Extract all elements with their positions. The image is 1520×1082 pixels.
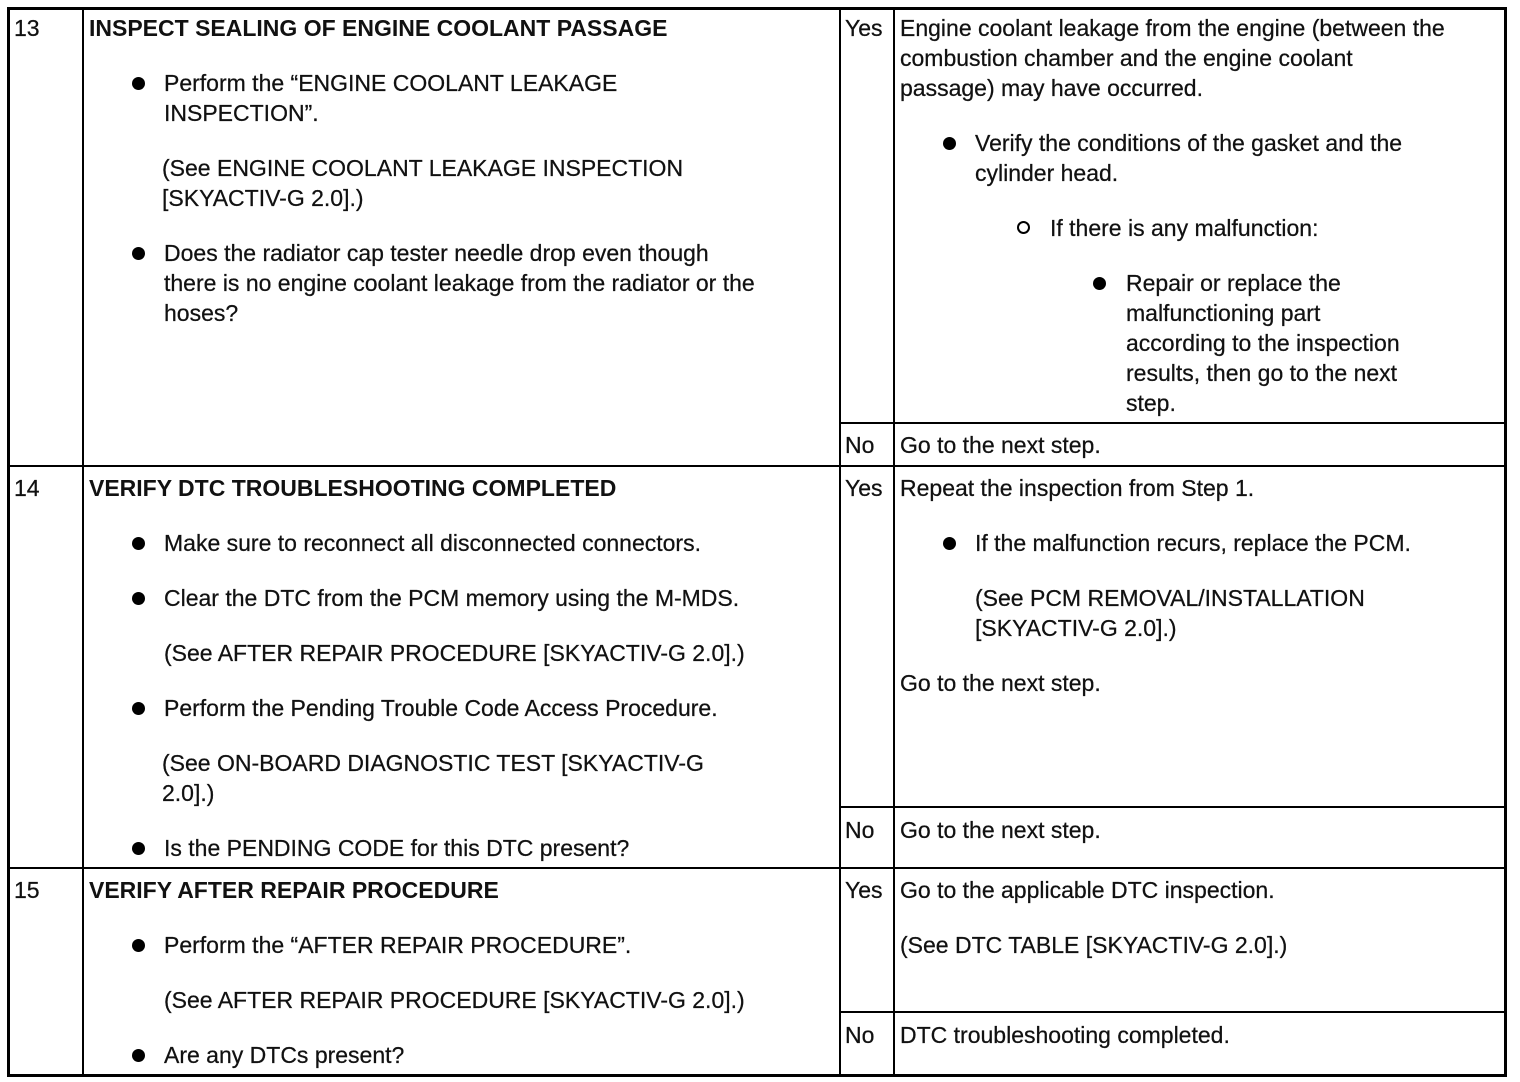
action-text: Make sure to reconnect all disconnected connectors.	[164, 530, 701, 556]
bullet-icon	[132, 1049, 145, 1062]
action-text: Are any DTCs present?	[164, 1042, 405, 1068]
yes-action-text: Repair or replace the malfunctioning part according to the inspection results, then go to the next step.	[1126, 270, 1400, 416]
row-divider	[7, 867, 1507, 869]
bullet-icon	[132, 592, 145, 605]
step-title: VERIFY DTC TROUBLESHOOTING COMPLETED	[89, 475, 617, 501]
yes-bullet-text: If the malfunction recurs, replace the PCM.	[975, 530, 1411, 556]
yes-no-divider	[839, 1011, 1507, 1013]
no-label: No	[845, 432, 875, 458]
yes-result-text: Engine coolant leakage from the engine (between the combustion chamber and the engine coolant passage) may have occurred.	[900, 15, 1445, 101]
sub-bullet-icon	[1017, 221, 1030, 234]
yes-no-divider	[839, 422, 1507, 424]
no-label: No	[845, 1022, 875, 1048]
yes-result-text: Repeat the inspection from Step 1.	[900, 475, 1255, 501]
action-text: Is the PENDING CODE for this DTC present?	[164, 835, 630, 861]
yes-reference-text: (See DTC TABLE [SKYACTIV-G 2.0].)	[900, 932, 1288, 958]
bullet-icon	[132, 939, 145, 952]
step-title: VERIFY AFTER REPAIR PROCEDURE	[89, 877, 499, 903]
yes-label: Yes	[845, 475, 883, 501]
no-result-text: Go to the next step.	[900, 817, 1101, 843]
yes-next-text: Go to the next step.	[900, 670, 1101, 696]
bullet-icon	[943, 537, 956, 550]
column-divider	[839, 7, 841, 1077]
reference-text: (See ON-BOARD DIAGNOSTIC TEST [SKYACTIV-G 2.0].)	[162, 750, 704, 806]
reference-text: (See AFTER REPAIR PROCEDURE [SKYACTIV-G 2.0].)	[164, 987, 745, 1013]
step-title: INSPECT SEALING OF ENGINE COOLANT PASSAGE	[89, 15, 668, 41]
step-number: 13	[14, 15, 40, 41]
yes-no-divider	[839, 806, 1507, 808]
bullet-icon	[132, 842, 145, 855]
reference-text: (See AFTER REPAIR PROCEDURE [SKYACTIV-G 2.0].)	[164, 640, 745, 666]
no-result-text: DTC troubleshooting completed.	[900, 1022, 1230, 1048]
action-text: Does the radiator cap tester needle drop even though there is no engine coolant leakage from the radiator or the hoses?	[164, 240, 755, 326]
no-label: No	[845, 817, 875, 843]
row-divider	[7, 465, 1507, 467]
yes-label: Yes	[845, 15, 883, 41]
action-text: Clear the DTC from the PCM memory using the M-MDS.	[164, 585, 740, 611]
reference-text: (See ENGINE COOLANT LEAKAGE INSPECTION [SKYACTIV-G 2.0].)	[162, 155, 684, 211]
yes-bullet-text: Verify the conditions of the gasket and the cylinder head.	[975, 130, 1403, 186]
action-text: Perform the “AFTER REPAIR PROCEDURE”.	[164, 932, 632, 958]
yes-result-text: Go to the applicable DTC inspection.	[900, 877, 1275, 903]
action-text: Perform the Pending Trouble Code Access Procedure.	[164, 695, 718, 721]
action-text: Perform the “ENGINE COOLANT LEAKAGE INSPECTION”.	[164, 70, 618, 126]
yes-label: Yes	[845, 877, 883, 903]
yes-condition-text: If there is any malfunction:	[1050, 215, 1319, 241]
bullet-icon	[132, 537, 145, 550]
column-divider	[893, 7, 895, 1077]
bullet-icon	[132, 702, 145, 715]
yes-reference-text: (See PCM REMOVAL/INSTALLATION [SKYACTIV-G 2.0].)	[975, 585, 1365, 641]
step-number: 14	[14, 475, 40, 501]
column-divider	[82, 7, 84, 1077]
bullet-icon	[1093, 277, 1106, 290]
bullet-icon	[943, 137, 956, 150]
bullet-icon	[132, 77, 145, 90]
step-number: 15	[14, 877, 40, 903]
bullet-icon	[132, 247, 145, 260]
no-result-text: Go to the next step.	[900, 432, 1101, 458]
